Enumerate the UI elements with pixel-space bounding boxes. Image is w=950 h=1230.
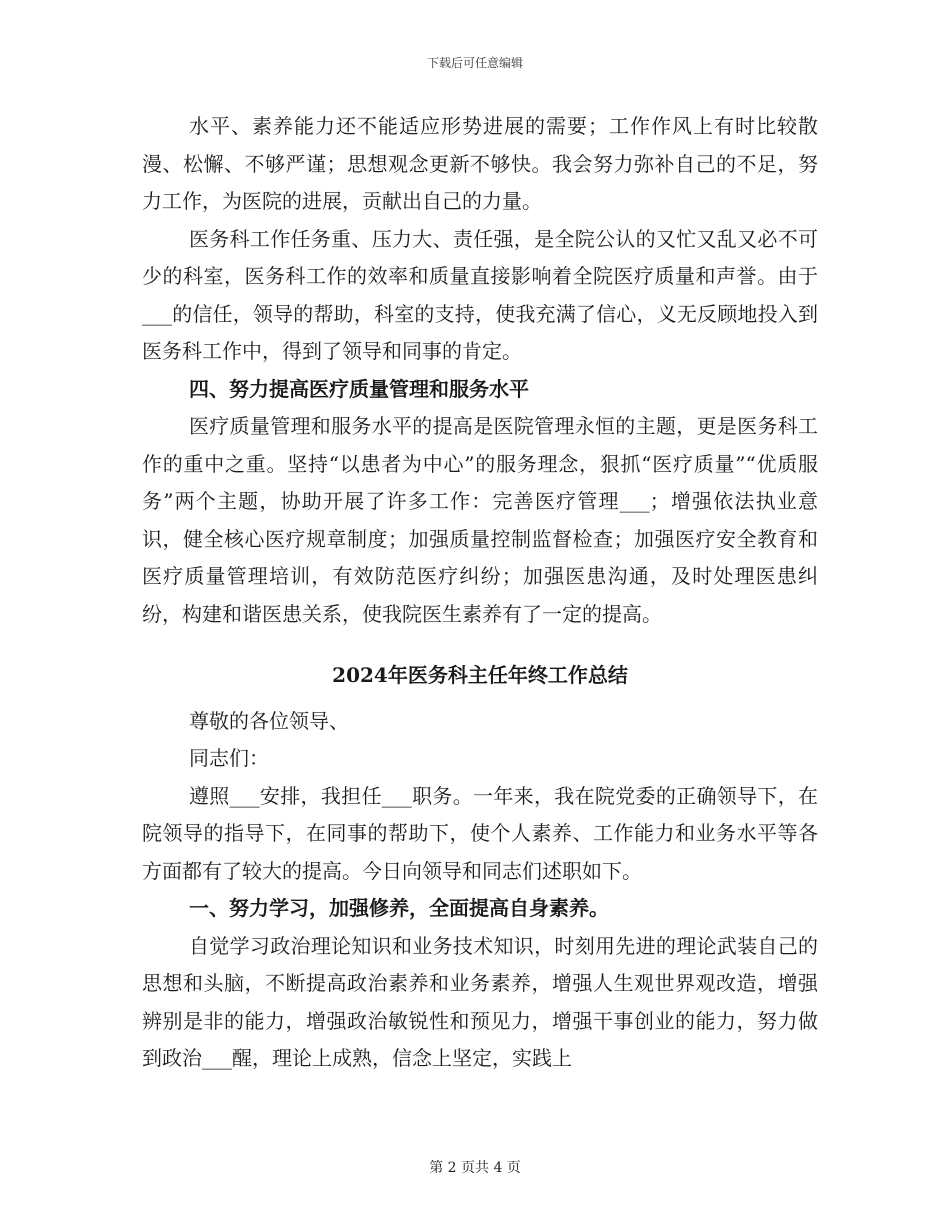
paragraph-four: 医疗质量管理和服务水平的提高是医院管理永恒的主题，更是医务科工作的重中之重。坚持“以患者为中心”的服务理念，狠抓“医疗质量”“优质服务”两个主题，协助开展了许多工作：完善医疗管理___；增强依法执业意识，健全核心医疗规章制度；加强质量控制监督检查；加强医疗安全教育和医疗质量管理培训，有效防范医疗纠纷；加强医患沟通，及时处理医患纠纷，构建和谐医患关系，使我院医生素养有了一定的提高。 xyxy=(142,414,818,626)
section-heading-one: 一、努力学习，加强修养，全面提高自身素养。 xyxy=(189,896,609,920)
section-heading-four: 四、努力提高医疗质量管理和服务水平 xyxy=(189,376,529,401)
document-title: 2024年医务科主任年终工作总结 xyxy=(332,663,628,687)
paragraph-one: 自觉学习政治理论知识和业务技术知识，时刻用先进的理论武装自己的思想和头脑，不断提高政治素养和业务素养，增强人生观世界观改造，增强辨别是非的能力，增强政治敏锐性和预见力，增强干事创业的能力，努力做到政治___醒，理论上成熟，信念上坚定，实践上 xyxy=(142,933,818,1070)
salutation-line-1: 尊敬的各位领导、 xyxy=(189,708,349,733)
paragraph-top-2: 医务科工作任务重、压力大、责任强，是全院公认的又忙又乱又必不可少的科室，医务科工作的效率和质量直接影响着全院医疗质量和声誉。由于___的信任，领导的帮助，科室的支持，使我充满了信心，义无反顾地投入到医务科工作中，得到了领导和同事的肯定。 xyxy=(142,226,818,363)
document-body xyxy=(142,108,818,1078)
paragraph-top-1: 水平、素养能力还不能适应形势进展的需要；工作作风上有时比较散漫、松懈、不够严谨；思想观念更新不够快。我会努力弥补自己的不足，努力工作，为医院的进展，贡献出自己的力量。 xyxy=(142,114,818,213)
page-footer: 第 2 页共 4 页 xyxy=(429,1160,521,1176)
salutation-line-2: 同志们： xyxy=(189,746,269,770)
page-header: 下载后可任意编辑 xyxy=(426,56,523,70)
paragraph-intro: 遵照___安排，我担任___职务。一年来，我在院党委的正确领导下，在院领导的指导下，在同事的帮助下，使个人素养、工作能力和业务水平等各方面都有了较大的提高。今日向领导和同志们述职如下。 xyxy=(142,783,818,883)
